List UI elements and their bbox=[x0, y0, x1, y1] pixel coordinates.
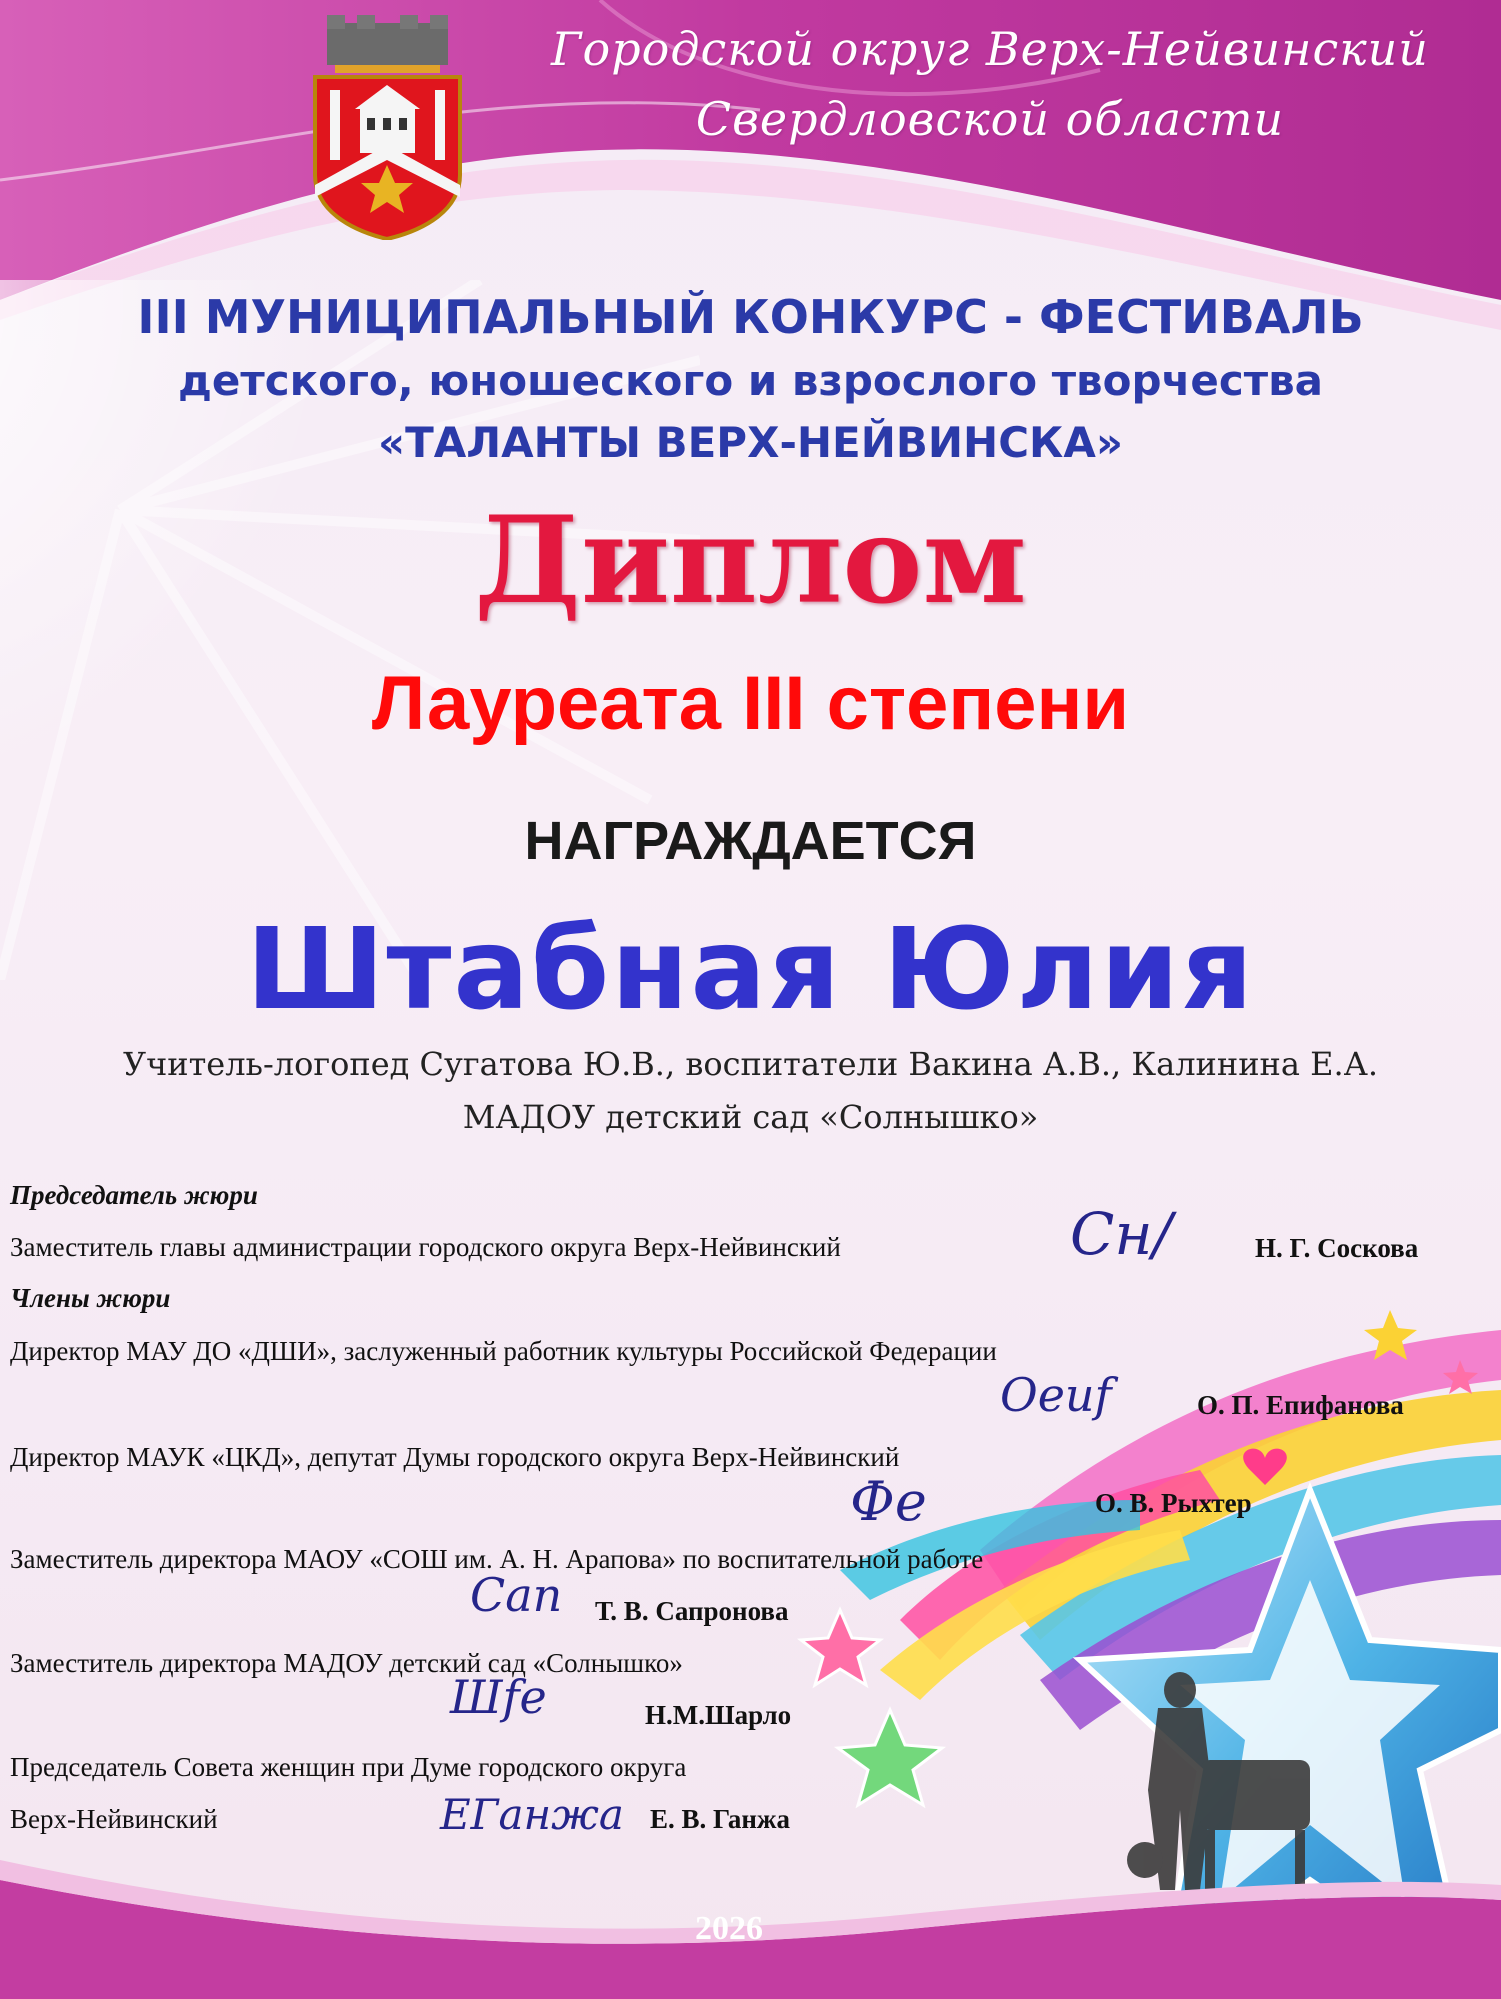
coat-of-arms-icon bbox=[305, 15, 470, 240]
signature-member-2: Фе bbox=[850, 1470, 927, 1533]
jury-member-name: О. П. Епифанова bbox=[1197, 1390, 1404, 1420]
jury-member-name: Е. В. Ганжа bbox=[650, 1804, 790, 1834]
year: 2026 bbox=[695, 1910, 763, 1947]
jury-chair-name: Н. Г. Соскова bbox=[1255, 1233, 1419, 1263]
jury-member-position: Заместитель директора МАОУ «СОШ им. А. Н. Арапова» по воспитательной работе bbox=[10, 1544, 984, 1574]
signature-chair: Сн/ bbox=[1070, 1200, 1173, 1268]
jury-member-position: Председатель Совета женщин при Думе городского округа bbox=[10, 1752, 687, 1782]
contest-title: III МУНИЦИПАЛЬНЫЙ КОНКУРС - ФЕСТИВАЛЬ bbox=[137, 290, 1364, 344]
jury-member-name: Н.М.Шарло bbox=[645, 1700, 792, 1730]
jury-member-position: Директор МАУК «ЦКД», депутат Думы городского округа Верх-Нейвинский bbox=[10, 1442, 900, 1472]
jury-member-position: Заместитель директора МАДОУ детский сад «Солнышко» bbox=[10, 1648, 683, 1678]
laureate-degree: Лауреата III степени bbox=[371, 661, 1130, 746]
jury-chair-position: Заместитель главы администрации городского округа Верх-Нейвинский bbox=[10, 1232, 841, 1262]
contest-subtitle: детского, юношеского и взрослого творчества bbox=[177, 356, 1324, 405]
organization-line: МАДОУ детский сад «Солнышко» bbox=[462, 1098, 1039, 1136]
signature-member-1: Oeuf bbox=[1000, 1368, 1112, 1422]
diploma-title: Диплом bbox=[474, 490, 1027, 631]
jury-member-name: Т. В. Сапронова bbox=[595, 1596, 789, 1626]
jury-member-name: О. В. Рыхтер bbox=[1095, 1488, 1252, 1518]
jury-member-position-cont: Верх-Нейвинский bbox=[10, 1804, 218, 1834]
signature-member-4: Шfе bbox=[450, 1670, 547, 1724]
jury-member-position: Директор МАУ ДО «ДШИ», заслуженный работник культуры Российской Федерации bbox=[10, 1336, 997, 1366]
recipient-name: Штабная Юлия bbox=[246, 905, 1255, 1035]
teachers-line: Учитель-логопед Сугатова Ю.В., воспитатели Вакина А.В., Калинина Е.А. bbox=[122, 1045, 1379, 1083]
jury-chair-heading: Председатель жюри bbox=[10, 1180, 258, 1210]
signature-member-5: EГанжа bbox=[440, 1790, 624, 1839]
header-line-2: Свердловской области bbox=[695, 92, 1285, 146]
header-line-1: Городской округ Верх-Нейвинский bbox=[551, 22, 1429, 76]
awarded-label: НАГРАЖДАЕТСЯ bbox=[524, 811, 977, 871]
jury-members-heading: Члены жюри bbox=[10, 1283, 171, 1313]
contest-name: «ТАЛАНТЫ ВЕРХ-НЕЙВИНСКА» bbox=[377, 418, 1123, 467]
signature-member-3: Сап bbox=[470, 1568, 563, 1622]
